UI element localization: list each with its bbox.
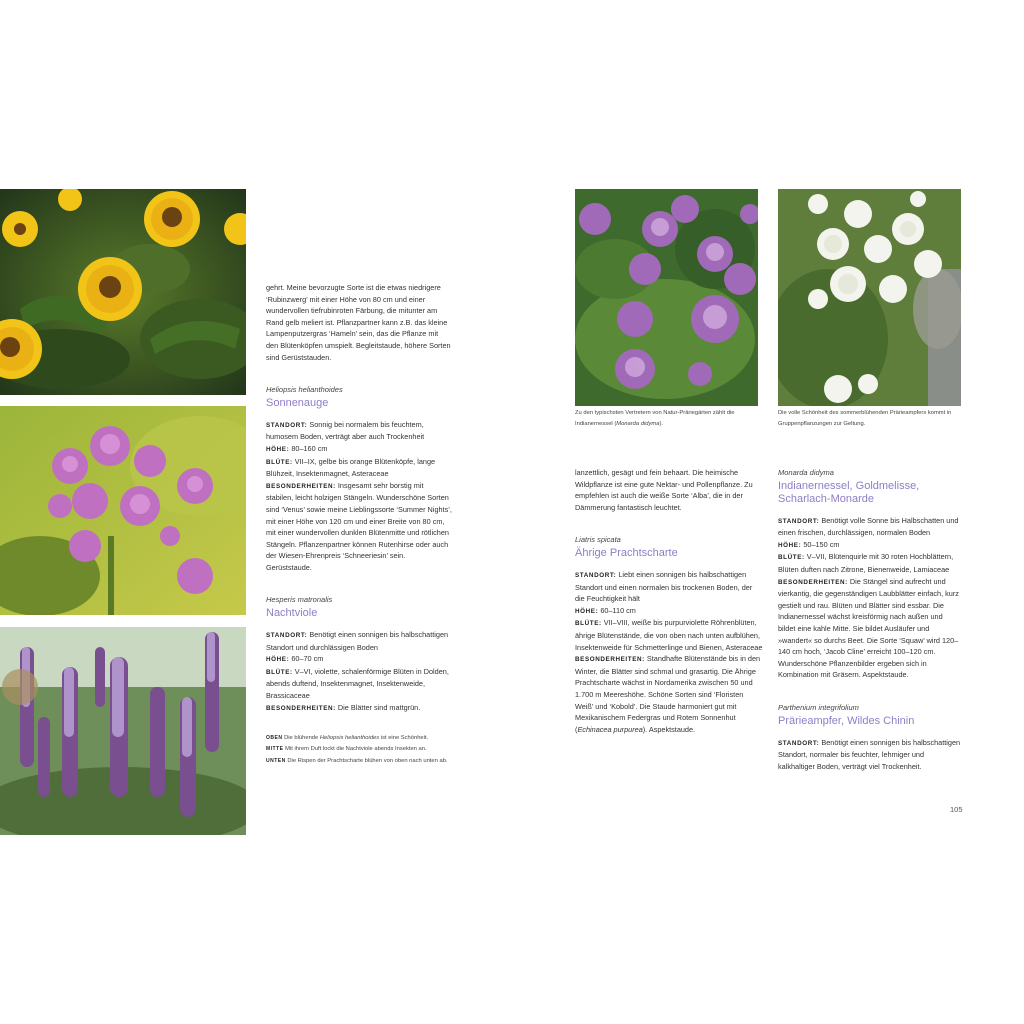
heliopsis-photo: [0, 189, 246, 395]
left-photo-captions: [266, 733, 452, 767]
hesperis-photo: [0, 406, 246, 615]
heliopsis-latin-name: Heliopsis helianthoides: [266, 385, 343, 395]
hoehe-label: HÖHE:: [266, 445, 290, 453]
monarda-standort: STANDORT: Benötigt volle Sonne bis Halbschatten und einen frischen, durchlässigen, normalen Boden: [778, 515, 959, 538]
hesperis-standort: STANDORT: Benötigt einen sonnigen bis halbschattigen Standort und durchlässigen Boden: [266, 630, 449, 652]
left-text-column: [266, 282, 452, 714]
heliopsis-bluete: BLÜTE: VII–IX, gelbe bis orange Blütenköpfe, lange Blühzeit, Insektenmagnet, Asteraceae: [266, 456, 436, 479]
liatris-heading: Ährige Prachtscharte: [575, 546, 678, 559]
hesperis-besonderheiten: BESONDERHEITEN: Die Blätter sind mattgrün.: [266, 702, 421, 712]
monarda-besonderheiten: BESONDERHEITEN: Die Stängel sind aufrecht und vierkantig, die gegenständigen Laubblätter einfach, kurz gestielt und rau. Blüten und Blätter sind essbar. Die Indianernessel wächst kreisförmig nach außen und bildet eine kahle Mitte. Sie bildet Ausläufer und »wandert« so durchs Beet. Die Sorte ‘Squaw’ wird 120–140 cm hoch, ‘Jacob Cline’ erreicht 100–120 cm. Wunderschöne Pflanzenbilder ergeben sich in Kombination mit Gräsern. Aspektstaude.: [778, 576, 959, 680]
liatris-hoehe: HÖHE: 60–110 cm: [575, 605, 636, 615]
hesperis-latin-name: Hesperis matronalis: [266, 595, 333, 605]
heliopsis-besonderheiten: BESONDERHEITEN: Insgesamt sehr borstig mit stabilen, leicht holzigen Stängeln. Wunderschöne Sorten sind ‘Venus’ sowie meine Lieblingssorte ‘Summer Nights’, mit einer Höhe von 120 cm und einer Breite von 80 cm, mit einer wundervollen dunklen Blütenmitte und rötlichen Stängeln. Pflanzenpartner können Rutenhirse oder auch der Wiesen-Ehrenpreis ‘Schneeriesin’ sein. Gerüststaude.: [266, 480, 452, 572]
monarda-photo: [575, 189, 758, 406]
hesperis-heading: Nachtviole: [266, 607, 318, 620]
middle-intro-paragraph: lanzettlich, gesägt und fein behaart. Die heimische Wildpflanze ist eine gute Nektar- und Pollenpflanze. Zu empfehlen ist auch die weiße Sorte ‘Alba’, die in der Dämmerung fantastisch leuchtet.: [575, 468, 753, 512]
besonderheiten-label: BESONDERHEITEN:: [266, 482, 336, 490]
hesperis-bluete: BLÜTE: V–VI, violette, schalenförmige Blüten in Dolden, abends duftend, Insektenmagnet, Insektenweide, Brassicaceae: [266, 666, 449, 701]
page-number: 105: [950, 805, 963, 814]
caption-unten: UNTEN Die Rispen der Prachtscharte blühen von oben nach unten ab.: [266, 757, 448, 764]
standort-label: STANDORT:: [266, 421, 308, 429]
monarda-heading: Indianernessel, Goldmelisse, Scharlach-Monarde: [778, 479, 920, 505]
liatris-standort: STANDORT: Liebt einen sonnigen bis halbschattigen Standort und einen normalen bis trockenen Boden, der die Feuchtigkeit hält: [575, 569, 753, 604]
parthenium-latin-name: Parthenium integrifolium: [778, 702, 859, 712]
parthenium-standort: STANDORT: Benötigt einen sonnigen bis halbschattigen Standort, normaler bis feuchter, lehmiger und kalkhaltiger Boden, verträgt viel Trockenheit.: [778, 737, 961, 771]
heliopsis-standort: STANDORT: Sonnig bei normalem bis feuchtem, humosem Boden, verträgt aber auch Trockenheit: [266, 419, 425, 442]
liatris-image: [0, 627, 246, 835]
heliopsis-hoehe: HÖHE: 80–160 cm: [266, 443, 328, 453]
monarda-bluete: BLÜTE: V–VII, Blütenquirle mit 30 roten Hochblättern, Blüten duften nach Zitrone, Bienenweide, Lamiaceae: [778, 552, 954, 574]
heliopsis-heading: Sonnenauge: [266, 396, 329, 409]
parthenium-heading: Prärieampfer, Wildes Chinin: [778, 714, 915, 727]
hesperis-image: [0, 406, 246, 615]
parthenium-image: [778, 189, 961, 406]
monarda-hoehe: HÖHE: 50–150 cm: [778, 539, 840, 549]
monarda-latin-name: Monarda didyma: [778, 468, 834, 477]
liatris-photo: [0, 627, 246, 835]
hesperis-hoehe: HÖHE: 60–70 cm: [266, 654, 324, 664]
liatris-besonderheiten: BESONDERHEITEN: Standhafte Blütenstände bis in den Winter, die Blätter sind schmal und grasartig. Die Ährige Prachtscharte wächst in Nordamerika zwischen 50 und 1.700 m Meereshöhe. Schöne Sorten sind ‘Floristen Weiß’ und ‘Kobold’. Die Staude harmoniert gut mit Mexikanischem Federgras und Rotem Sonnenhut (Echinacea purpurea). Aspektstaude.: [575, 654, 761, 734]
liatris-latin-name: Liatris spicata: [575, 535, 621, 545]
caption-mitte: MITTE Mit ihrem Duft lockt die Nachtviole abends Insekten an.: [266, 746, 427, 753]
monarda-image: [575, 189, 758, 406]
right-text-column: [778, 467, 962, 772]
caption-oben: OBEN Die blühende Heliopsis helianthoides ist eine Schönheit.: [266, 735, 429, 741]
liatris-bluete: BLÜTE: VII–VIII, weiße bis purpurviolette Röhrenblüten, ährige Blütenstände, die von oben nach unten aufblühen, Insektenweide für Schmetterlinge und Bienen, Asteraceae: [575, 618, 763, 652]
parthenium-photo-caption: Die volle Schönheit des sommerblühenden Prärieampfers kommt in Gruppenpflanzungen zur Geltung.: [778, 410, 952, 428]
bluete-label: BLÜTE:: [266, 458, 293, 466]
monarda-photo-caption: Zu den typischsten Vertretern von Natur-Präriegärten zählt die Indianernessel (Monarda didyma).: [575, 410, 735, 428]
middle-text-column: [575, 467, 763, 735]
left-intro-paragraph: gehrt. Meine bevorzugte Sorte ist die etwas niedrigere ‘Rubinzwerg’ mit einer Höhe von 80 cm und einer wundervollen tiefrubinroten Färbung, die mitunter am Rand gelb meliert ist. Pflanzpartner kann z.B. das kleine Lampenputzergras ‘Hameln’ sein, das die Pflanze mit den Blütenköpfen umspielt. Begleitstaude, höhere Sorten sind Gerüststauden.: [266, 283, 451, 362]
parthenium-photo: [778, 189, 961, 406]
heliopsis-image: [0, 189, 246, 395]
